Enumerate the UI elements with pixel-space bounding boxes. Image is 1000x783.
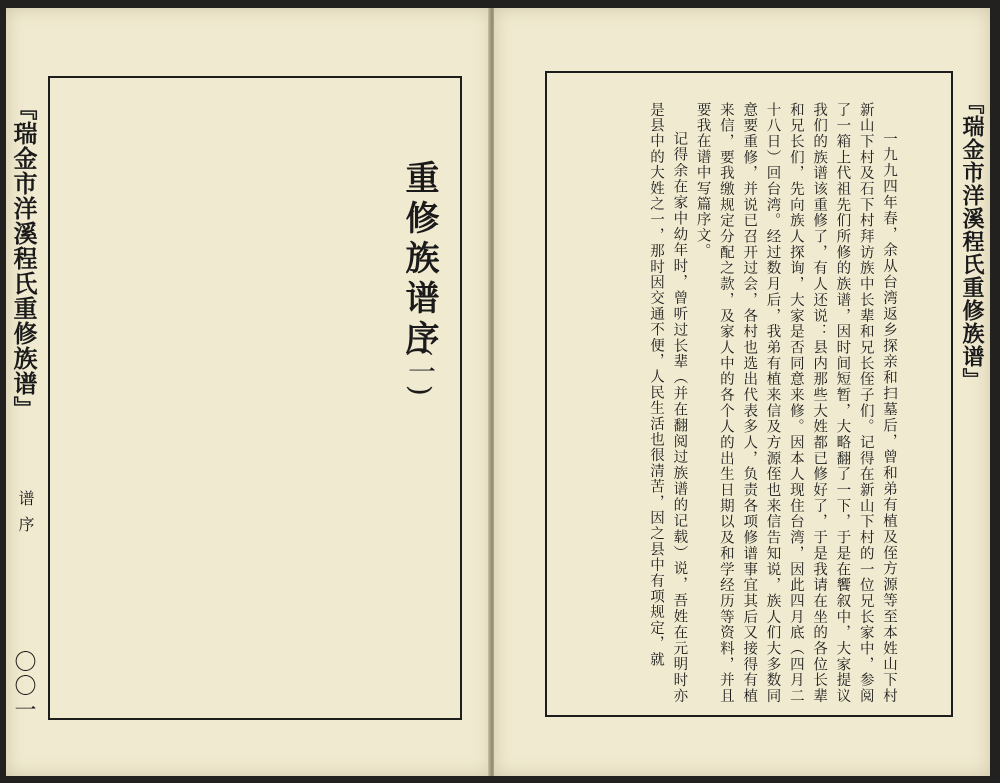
left-margin-section: 谱序 [16,490,35,542]
left-margin-page-number: 〇〇一 [11,650,36,722]
right-blank-frame [545,71,953,717]
preface-number: (一) [404,346,437,396]
preface-title: 重修族谱序 [399,160,439,360]
preface-paragraph-2: 记得余在家中幼年时，曾听过长辈（并在翻阅过族谱的记载）说，吾姓在元明时亦是县中的大姓之一，那时因交通不便，人民生活也很清苦，因之县中有项规定，就 [648,102,688,704]
preface-paragraph-1: 一九九四年春，余从台湾返乡探亲和扫墓后，曾和弟有植及侄方源等至本姓山下村新山下村及石下村拜访族中长辈和兄长侄子们。记得在新山下村的一位兄长家中，参阅了一箱上代祖先们所修的族谱，因时间短暂，大略翻了一下，于是在饗叙中，大家提议我们的族谱该重修了，有人还说：县内那些大姓都已修好了，于是我请在坐的各位长辈和兄长们，先向族人探询，大家是否同意来修。因本人现住台湾，因此四月底（四月二十八日）回台湾。经过数月后，我弟有植来信及方源侄也来信告知说，族人们大多数同意要重修，并说已召开过会，各村也选出代表多人，负责各项修谱事宜其后又接得有植来信，要我缴规定分配之款，及家人中的各个人的出生日期以及和学经历等资料，并且要我在谱中写篇序文。 [694,102,897,704]
right-margin-title: 『瑞金市洋溪程氏重修族谱』 [959,92,985,391]
left-margin-title: 『瑞金市洋溪程氏重修族谱』 [9,96,38,421]
